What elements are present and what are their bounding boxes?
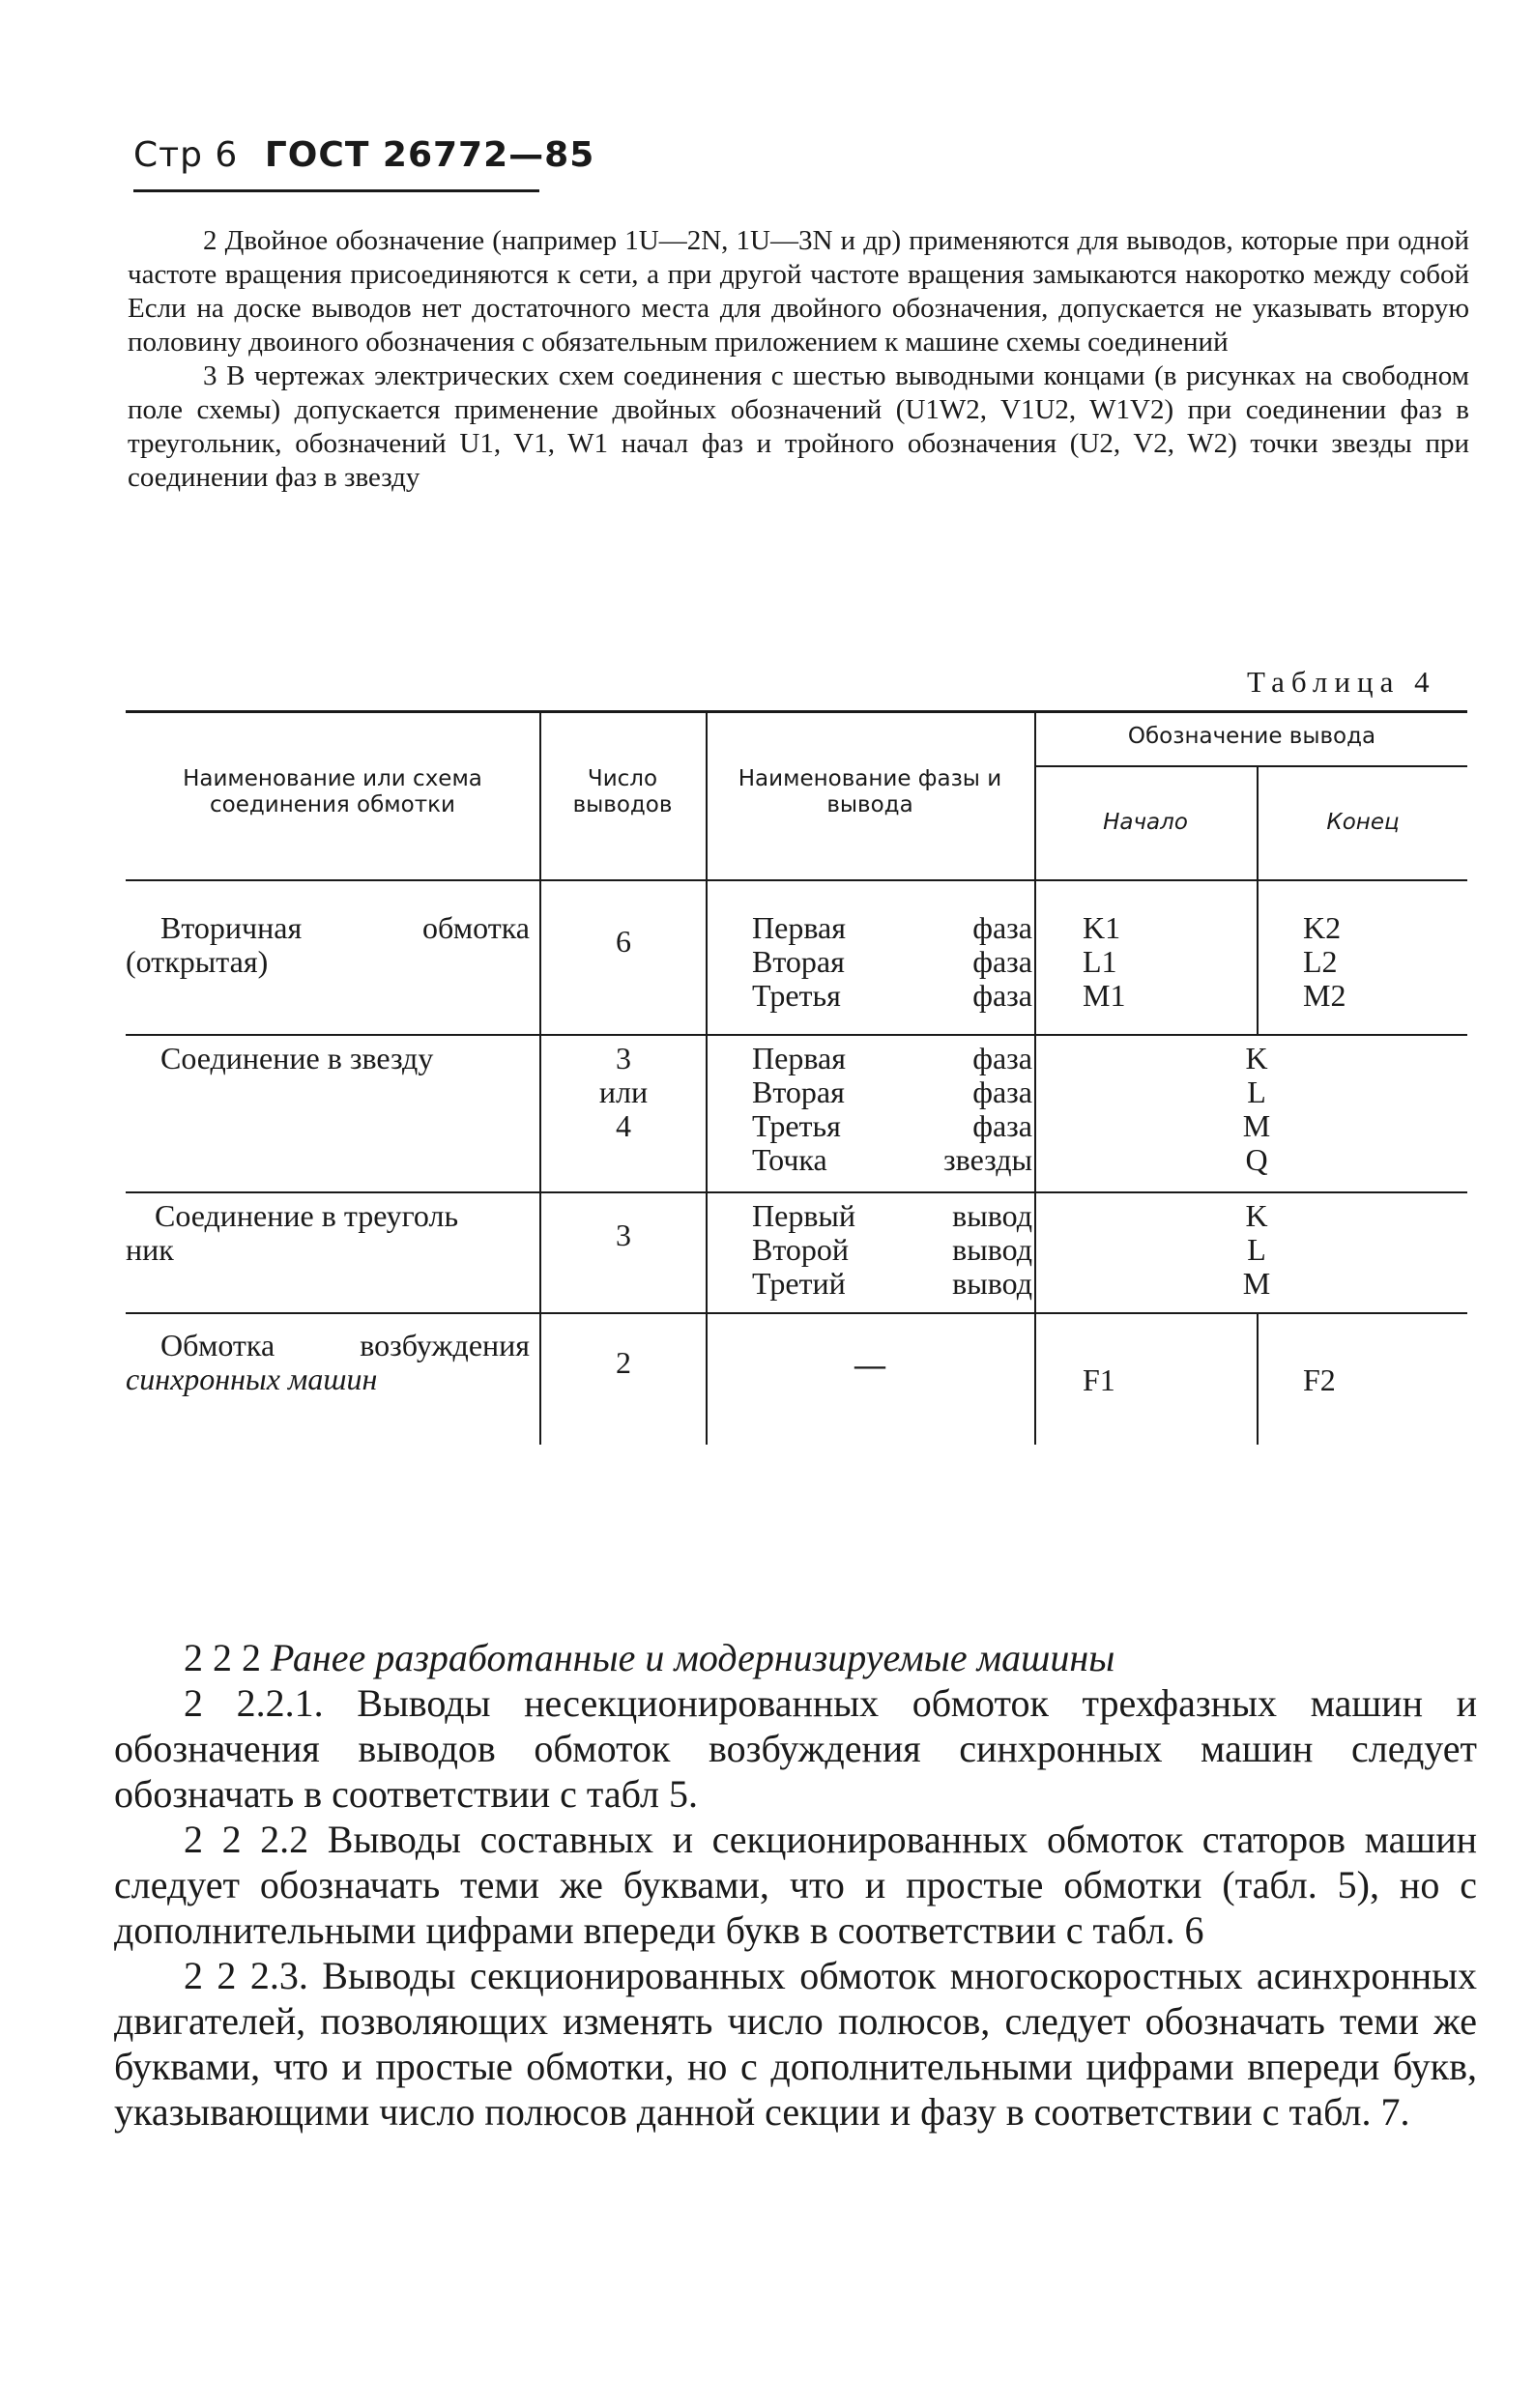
table-row — [126, 911, 530, 979]
terminal-mark: K2 — [1303, 910, 1342, 945]
terminal-mark: M1 — [1083, 978, 1126, 1013]
row-name: Соединение в треуголь — [155, 1198, 459, 1233]
phase-name: Первая фаза — [752, 910, 1032, 945]
row-name-cont: (открытая) — [126, 944, 269, 979]
section-title: Ранее разработанные и модернизируемые машины — [271, 1636, 1115, 1679]
row-marks — [1237, 1199, 1276, 1301]
phase-name: Второй вывод — [752, 1232, 1032, 1267]
paragraph: 2 2 2.3. Выводы секционированных обмоток многоскоростных асинхронных двигателей, позволяющих изменять число полюсов, следует обозначать теми же буквами, что и простые обмотки, но с дополнительными цифрами впереди букв, указывающими число полюсов данной секции и фазу в соответствии с табл. 7. — [114, 1954, 1477, 2134]
row-name: Соединение в звезду — [160, 1041, 434, 1075]
table-row — [126, 1329, 530, 1396]
row-name: Обмотка возбуждения — [160, 1328, 530, 1362]
count-line: или — [598, 1075, 649, 1109]
column-rule — [1257, 879, 1259, 1034]
row-divider — [126, 1312, 1467, 1314]
row-phases — [752, 1199, 1032, 1301]
terminal-mark: L2 — [1303, 944, 1338, 979]
phase-name: Первый вывод — [752, 1198, 1032, 1233]
terminal-mark: L — [1247, 1075, 1266, 1109]
row-divider — [126, 1034, 1467, 1036]
table-top-rule — [126, 710, 1467, 713]
paragraph: 2 2.2.1. Выводы несекционированных обмоток трехфазных машин и обозначения выводов обмоток возбуждения синхронных машин следует обозначать в соответствии с табл 5. — [114, 1681, 1477, 1816]
end-marks — [1303, 911, 1419, 1013]
phase-name: Точка звезды — [752, 1142, 1032, 1177]
column-rule — [1257, 765, 1259, 879]
section-number: 2 2 2 — [184, 1636, 261, 1679]
header-rule — [133, 189, 539, 192]
phase-name: Первая фаза — [752, 1041, 1032, 1075]
table-row — [126, 1199, 530, 1267]
terminal-mark: K — [1245, 1041, 1268, 1075]
terminal-mark: K — [1245, 1198, 1268, 1233]
header-count: Число выводов — [572, 766, 673, 817]
terminal-mark: L — [1247, 1232, 1266, 1267]
page-header — [133, 135, 594, 175]
row-divider — [126, 1191, 1467, 1193]
row-count — [541, 1042, 706, 1143]
row-name-cont: ник — [126, 1232, 174, 1267]
row-name-cont: синхронных машин — [126, 1362, 378, 1396]
count-line: 4 — [616, 1108, 631, 1143]
header-start: Начало — [1103, 810, 1188, 835]
row-name: Вторичная обмотка — [160, 910, 530, 945]
table-4 — [126, 710, 1467, 1445]
row-count: 6 — [616, 924, 631, 959]
header-phase: Наименование фазы и вывода — [738, 766, 1002, 817]
group-header-rule — [1034, 765, 1467, 767]
phase-dash: — — [854, 1347, 885, 1382]
row-count: 3 — [616, 1218, 631, 1252]
phase-name: Третья фаза — [752, 1108, 1032, 1143]
document-id: ГОСТ 26772—85 — [264, 135, 595, 175]
phase-name: Третья фаза — [752, 978, 1032, 1013]
row-phases — [752, 911, 1032, 1013]
table-caption: Таблица 4 — [1247, 665, 1436, 699]
terminal-mark: F1 — [1083, 1362, 1115, 1397]
terminal-mark: M — [1242, 1108, 1271, 1143]
header-bottom-rule — [126, 879, 1467, 881]
note-3: 3 В чертежах электрических схем соединения с шестью выводными концами (в рисунках на свободном поле схемы) допускается применение двойных обозначений (U1W2, V1U2, W1V2) при соединении фаз в треугольник, обозначений U1, V1, W1 начал фаз и тройного обозначения (U2, V2, W2) точки звезды при соединении фаз в звезду — [128, 360, 1469, 493]
header-name: Наименование или схема соединения обмотки — [183, 766, 482, 817]
phase-name: Вторая фаза — [752, 1075, 1032, 1109]
phase-name: Третий вывод — [752, 1266, 1032, 1301]
phase-name: Вторая фаза — [752, 944, 1032, 979]
header-end: Конец — [1326, 810, 1400, 835]
page-number: Стр 6 — [133, 135, 239, 175]
note-2: 2 Двойное обозначение (например 1U—2N, 1U—3N и др) применяются для выводов, которые при одной частоте вращения присоединяются к сети, а при другой частоте вращения замыкаются накоротко между собой Если на доске выводов нет достаточного места для двойного обозначения, допускается не указывать вторую половину двоиного обозначения с обязательным приложением к машине схемы соединений — [128, 225, 1469, 358]
terminal-mark: M2 — [1303, 978, 1346, 1013]
row-marks — [1237, 1042, 1276, 1177]
start-marks — [1083, 911, 1199, 1013]
row-count: 2 — [616, 1345, 631, 1380]
column-rule — [706, 710, 708, 1445]
section-heading — [114, 1635, 1477, 1680]
count-line: 3 — [616, 1041, 631, 1075]
terminal-mark: L1 — [1083, 944, 1117, 979]
terminal-mark: K1 — [1083, 910, 1121, 945]
notes-block — [128, 224, 1469, 495]
column-rule — [1034, 710, 1036, 1445]
header-group: Обозначение вывода — [1127, 724, 1376, 749]
terminal-mark: Q — [1245, 1142, 1268, 1177]
column-rule — [1257, 1312, 1259, 1445]
terminal-mark: F2 — [1303, 1362, 1336, 1397]
paragraph: 2 2 2.2 Выводы составных и секционированных обмоток статоров машин следует обозначать теми же буквами, что и простые обмотки (табл. 5), но с дополнительными цифрами впереди букв в соответствии с табл. 6 — [114, 1818, 1477, 1952]
section-body — [114, 1635, 1477, 2135]
row-phases — [752, 1042, 1032, 1177]
terminal-mark: M — [1242, 1266, 1271, 1301]
